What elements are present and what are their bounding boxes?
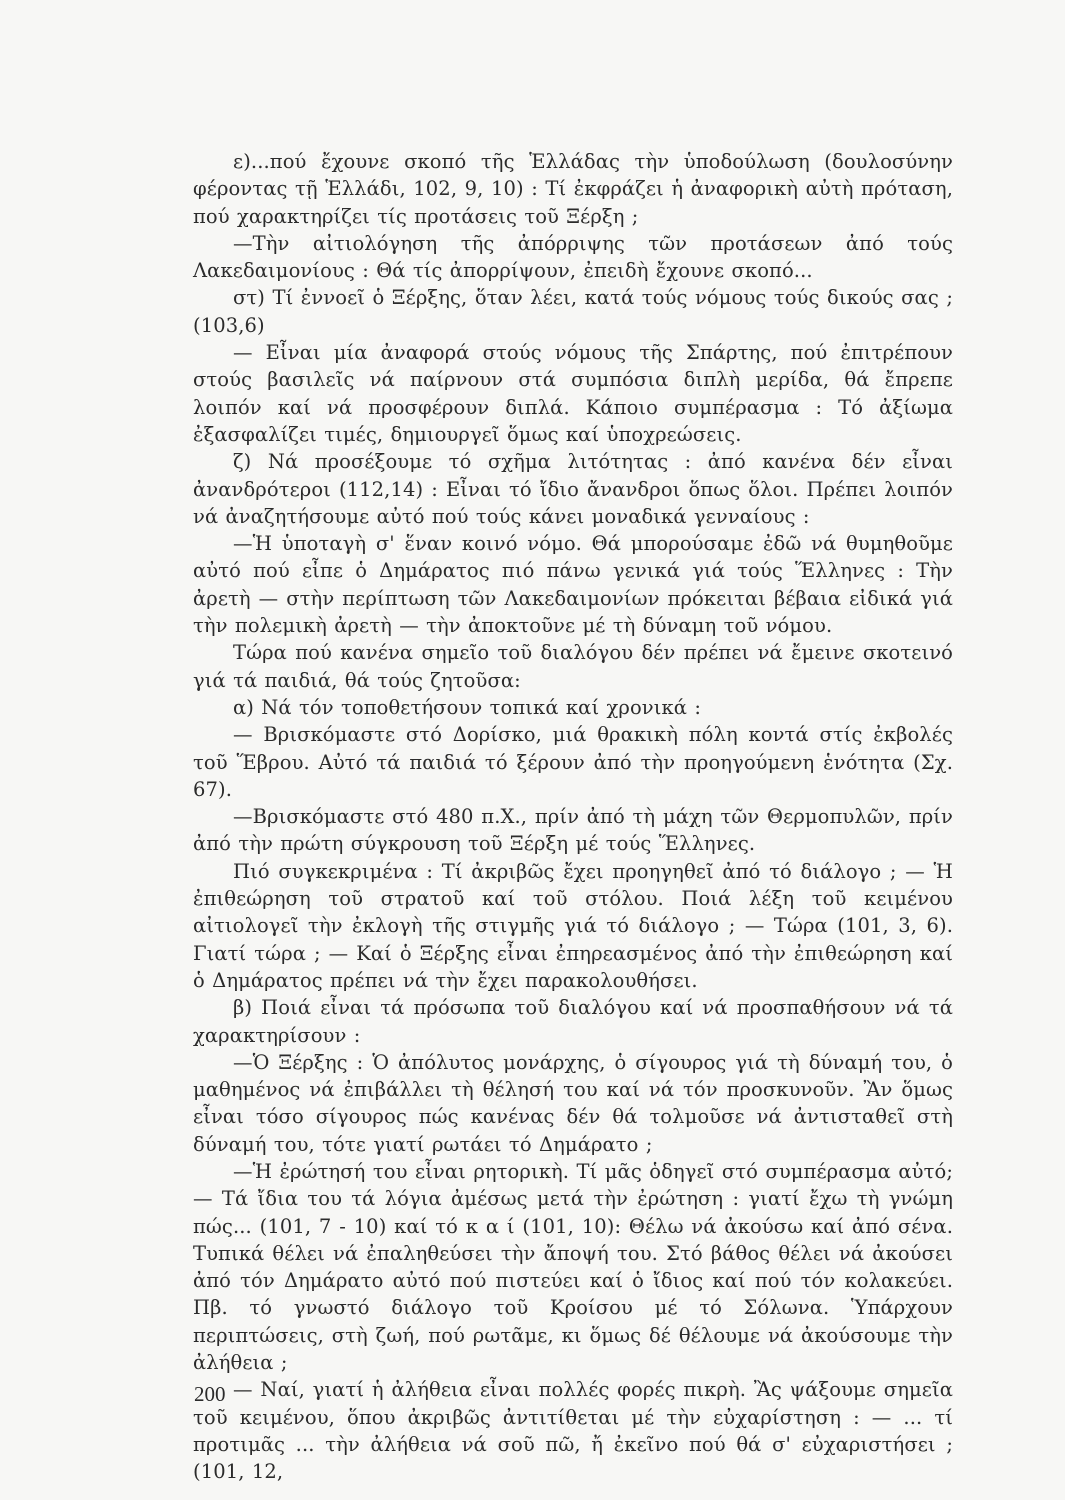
paragraph-dialogue-intro: Τώρα πού κανένα σημεῖο τοῦ διαλόγου δέν πρέπει νά ἔμεινε σκοτεινό γιά τά παιδιά, θά τούς ζητοῦσα:	[193, 641, 953, 692]
paragraph-epsilon-question: ε)...πού ἔχουνε σκοπό τῆς Ἑλλάδας τὴν ὑποδούλωση (δουλοσύνην φέροντας τῇ Ἑλλάδι, 102, 9, 10) : Τί ἐκφράζει ἡ ἀναφορικὴ αὐτὴ πρόταση, πού χαρακτηρίζει τίς προτάσεις τοῦ Ξέρξη ;	[193, 150, 953, 228]
paragraph-answer-sparta-laws: — Εἶναι μία ἀναφορά στούς νόμους τῆς Σπάρτης, πού ἐπιτρέπουν στούς βασιλεῖς νά παίρνουν στά συμπόσια διπλὴ μερίδα, θά ἔπρεπε λοιπόν καί νά προσφέρουν διπλά. Κάποιο συμπέρασμα : Τό ἀξίωμα ἐξασφαλίζει τιμές, δημιουργεῖ ὅμως καί ὑποχρεώσεις.	[193, 341, 953, 446]
page-number: 200	[194, 1382, 226, 1406]
body-text	[193, 148, 953, 1486]
paragraph-zeta-litotes: ζ) Νά προσέξουμε τό σχῆμα λιτότητας : ἀπό κανένα δέν εἶναι ἀνανδρότεροι (112,14) : Εἶναι τό ἴδιο ἄνανδροι ὅπως ὅλοι. Πρέπει λοιπόν νά ἀναζητήσουμε αὐτό πού τούς κάνει μοναδικά γενναίους :	[193, 450, 953, 528]
paragraph-answer-common-law: —Ἡ ὑποταγὴ σ' ἕναν κοινό νόμο. Θά μπορούσαμε ἐδῶ νά θυμηθοῦμε αὐτό πού εἶπε ὁ Δημάρατος πιό πάνω γενικά γιά τούς Ἕλληνες : Τὴν ἀρετὴ — στὴν περίπτωση τῶν Λακεδαιμονίων πρόκειται βέβαια εἰδικά γιά τὴν πολεμικὴ ἀρετὴ — τὴν ἀποκτοῦνε μέ τὴ δύναμη τοῦ νόμου.	[193, 532, 953, 638]
paragraph-answer-rhetorical: —Ἡ ἐρώτησή του εἶναι ρητορικὴ. Τί μᾶς ὁδηγεῖ στό συμπέρασμα αὐτό; — Τά ἴδια του τά λόγια ἀμέσως μετά τὴν ἐρώτηση : γιατί ἔχω τὴ γνώμη πώς... (101, 7 - 10) καί τό κ α ί (101, 10): Θέλω νά ἀκούσω καί ἀπό σένα. Τυπικά θέλει νά ἐπαληθεύσει τὴν ἄποψή του. Στό βάθος θέλει νά ἀκούσει ἀπό τόν Δημάρατο αὐτό πού πιστεύει καί ὁ ἴδιος καί πού τόν κολακεύει. Πβ. τό γνωστό διάλογο τοῦ Κροίσου μέ τό Σόλωνα. Ὑπάρχουν περιπτώσεις, στὴ ζωή, πού ρωτᾶμε, κι ὅμως δέ θέλουμε νά ἀκούσουμε τὴν ἀλήθεια ;	[193, 1159, 953, 1375]
paragraph-answer-480bc: —Βρισκόμαστε στό 480 π.Χ., πρίν ἀπό τὴ μάχη τῶν Θερμοπυλῶν, πρίν ἀπό τὴν πρώτη σύγκρουση τοῦ Ξέρξη μέ τούς Ἕλληνες.	[193, 805, 953, 856]
paragraph-more-specifically: Πιό συγκεκριμένα : Τί ἀκριβῶς ἔχει προηγηθεῖ ἀπό τό διάλογο ; — Ἡ ἐπιθεώρηση τοῦ στρατοῦ καί τοῦ στόλου. Ποιά λέξη τοῦ κειμένου αἰτιολογεῖ τὴν ἐκλογὴ τῆς στιγμῆς γιά τό διάλογο ; — Τώρα (101, 3, 6). Γιατί τώρα ; — Καί ὁ Ξέρξης εἶναι ἐπηρεασμένος ἀπό τὴν ἐπιθεώρηση καί ὁ Δημάρατος πρέπει νά τὴν ἔχει παρακολουθήσει.	[193, 859, 953, 992]
paragraph-answer-justification: —Τὴν αἰτιολόγηση τῆς ἀπόρριψης τῶν προτάσεων ἀπό τούς Λακεδαιμονίους : Θά τίς ἀπορρίψουν, ἐπειδὴ ἔχουνε σκοπό...	[193, 231, 953, 283]
paragraph-answer-xerxes: —Ὁ Ξέρξης : Ὁ ἀπόλυτος μονάρχης, ὁ σίγουρος γιά τὴ δύναμή του, ὁ μαθημένος νά ἐπιβάλλει τὴ θέλησή του καί νά τόν προσκυνοῦν. Ἂν ὅμως εἶναι τόσο σίγουρος πώς κανένας δέν θά τολμοῦσε νά ἀντισταθεῖ στὴ δύναμή του, τότε γιατί ρωτάει τό Δημάρατο ;	[193, 1050, 953, 1156]
paragraph-beta-persons: β) Ποιά εἶναι τά πρόσωπα τοῦ διαλόγου καί νά προσπαθήσουν νά τά χαρακτηρίσουν :	[193, 996, 953, 1047]
paragraph-answer-truth: — Ναί, γιατί ἡ ἀλήθεια εἶναι πολλές φορές πικρὴ. Ἂς ψάξουμε σημεῖα τοῦ κειμένου, ὅπου ἀκριβῶς ἀντιτίθεται μέ τὴν εὐχαρίστηση : — ... τί προτιμᾶς ... τὴν ἀλήθεια νά σοῦ πῶ, ἤ ἐκεῖνο πού θά σ' εὐχαριστήσει ; (101, 12,	[193, 1378, 953, 1484]
paragraph-st-question: στ) Τί ἐννοεῖ ὁ Ξέρξης, ὅταν λέει, κατά τούς νόμους τούς δικούς σας ; (103,6)	[193, 286, 953, 337]
paragraph-alpha-place-time: α) Νά τόν τοποθετήσουν τοπικά καί χρονικά :	[233, 695, 702, 719]
paragraph-answer-doriskos: — Βρισκόμαστε στό Δορίσκο, μιά θρακικὴ πόλη κοντά στίς ἐκβολές τοῦ Ἕβρου. Αὐτό τά παιδιά τό ξέρουν ἀπό τὴν προηγούμενη ἑνότητα (Σχ. 67).	[193, 723, 953, 801]
